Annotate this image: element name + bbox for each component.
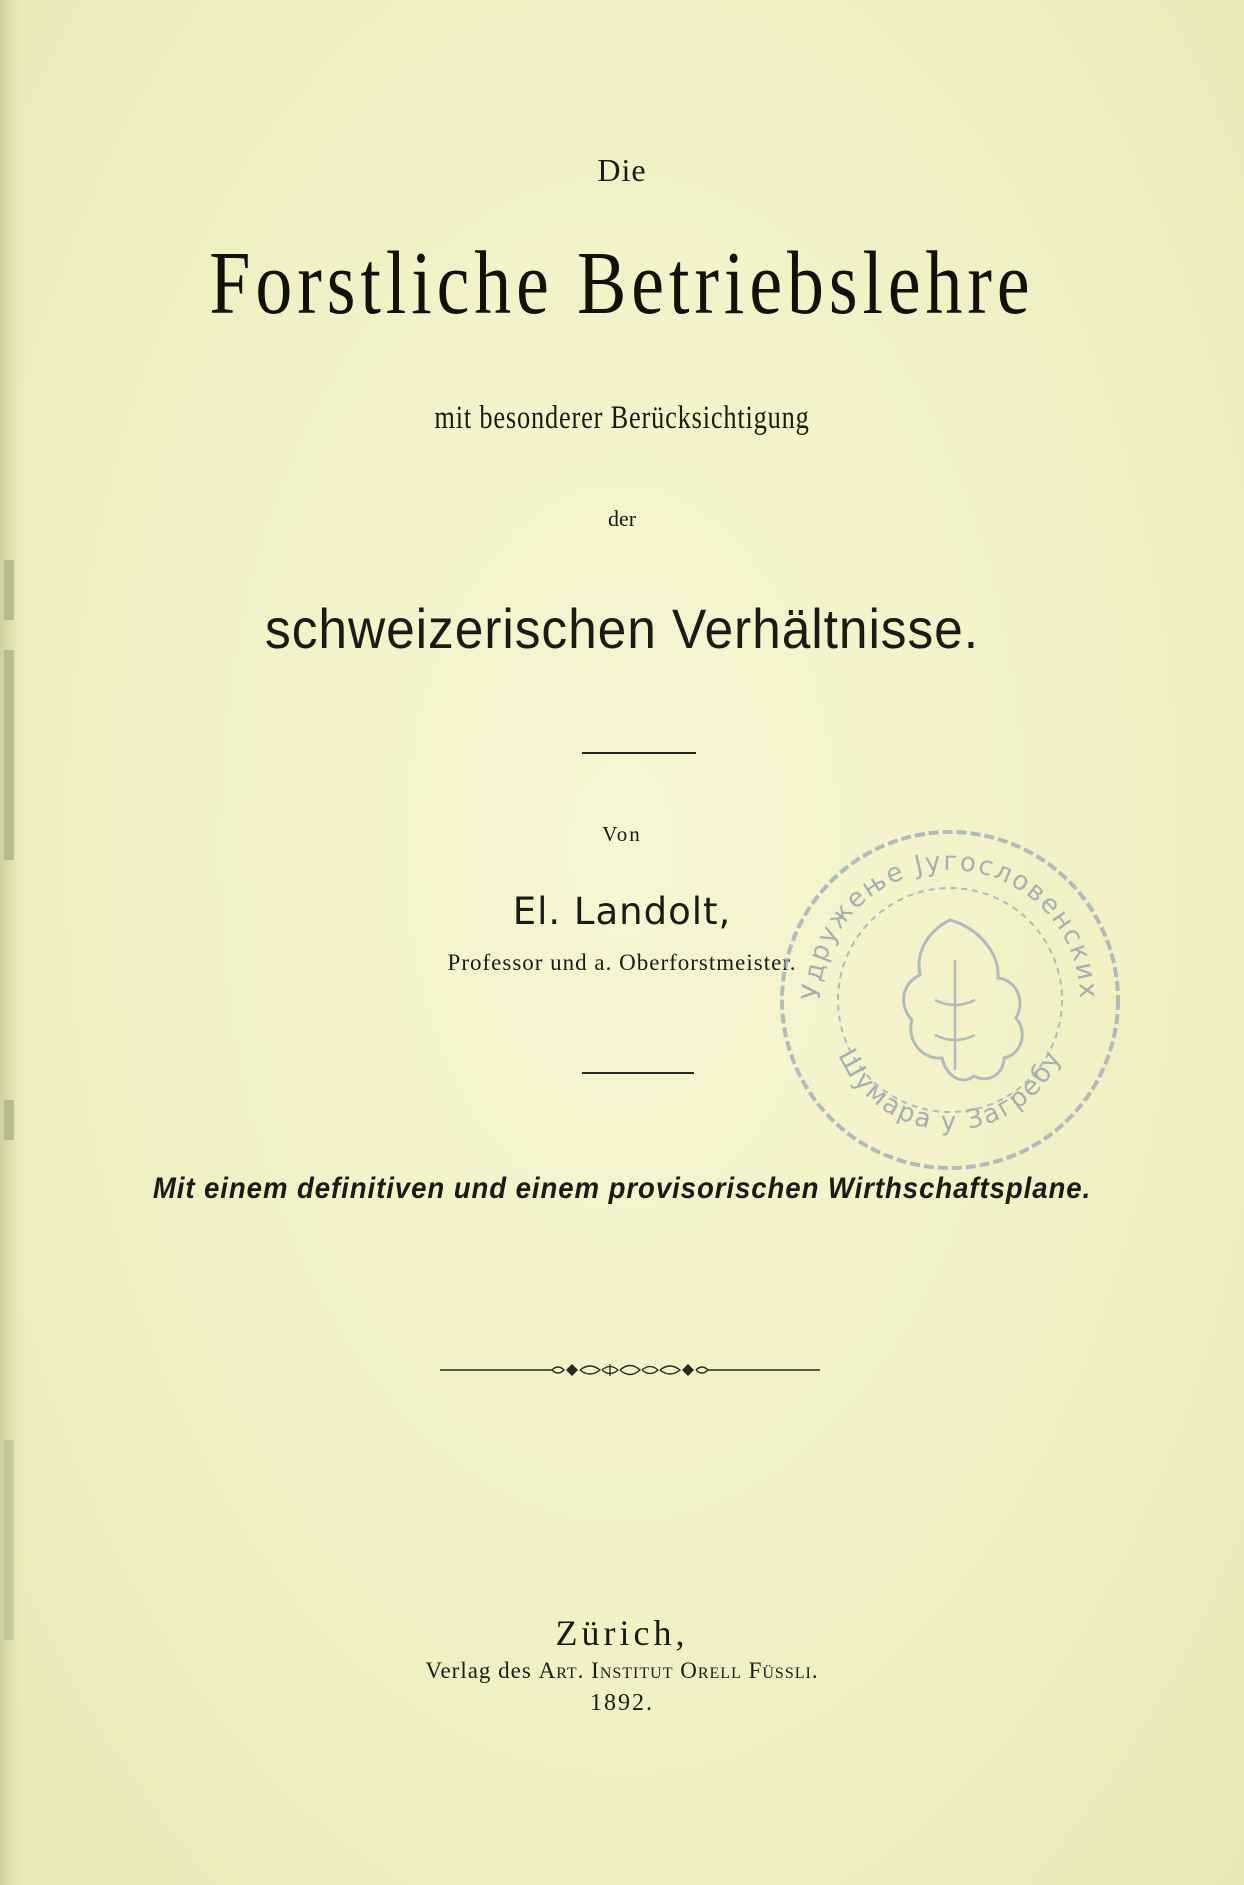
ornamental-divider	[440, 1358, 820, 1382]
divider-rule-top	[582, 752, 696, 754]
publisher-line	[0, 1658, 1244, 1684]
plans-note: Mit einem definitiven und einem provisorischen Wirthschaftsplane.	[152, 1172, 1092, 1205]
stamp-text-top: Удружење Југословенских	[796, 846, 1104, 1001]
publication-city: Zürich,	[555, 1613, 689, 1653]
subtitle-line-2: der	[607, 506, 637, 531]
author-name: El. Landolt,	[512, 890, 732, 933]
edge-stain	[4, 1100, 14, 1140]
by-label: Von	[602, 822, 642, 846]
publisher-prefix: Verlag des	[425, 1658, 532, 1683]
subtitle-line-3: schweizerischen Verhältnisse.	[265, 597, 979, 660]
author-role: Professor und a. Oberforstmeister.	[447, 950, 797, 975]
book-title: Forstliche Betriebslehre	[209, 234, 1035, 333]
edge-stain	[4, 1440, 14, 1640]
library-stamp-icon	[760, 810, 1140, 1190]
divider-rule-bottom	[582, 1072, 694, 1074]
subtitle-line-1: mit besonderer Berücksichtigung	[434, 400, 810, 436]
svg-text:Шумара у Загребу	[832, 1044, 1068, 1137]
title-article: Die	[597, 152, 647, 188]
publication-year: 1892.	[590, 1690, 654, 1716]
edge-stain	[4, 560, 14, 620]
publisher-name: Art. Institut Orell Füssli.	[538, 1658, 819, 1683]
stamp-text-bottom: Шумара у Загребу	[831, 1043, 1068, 1138]
